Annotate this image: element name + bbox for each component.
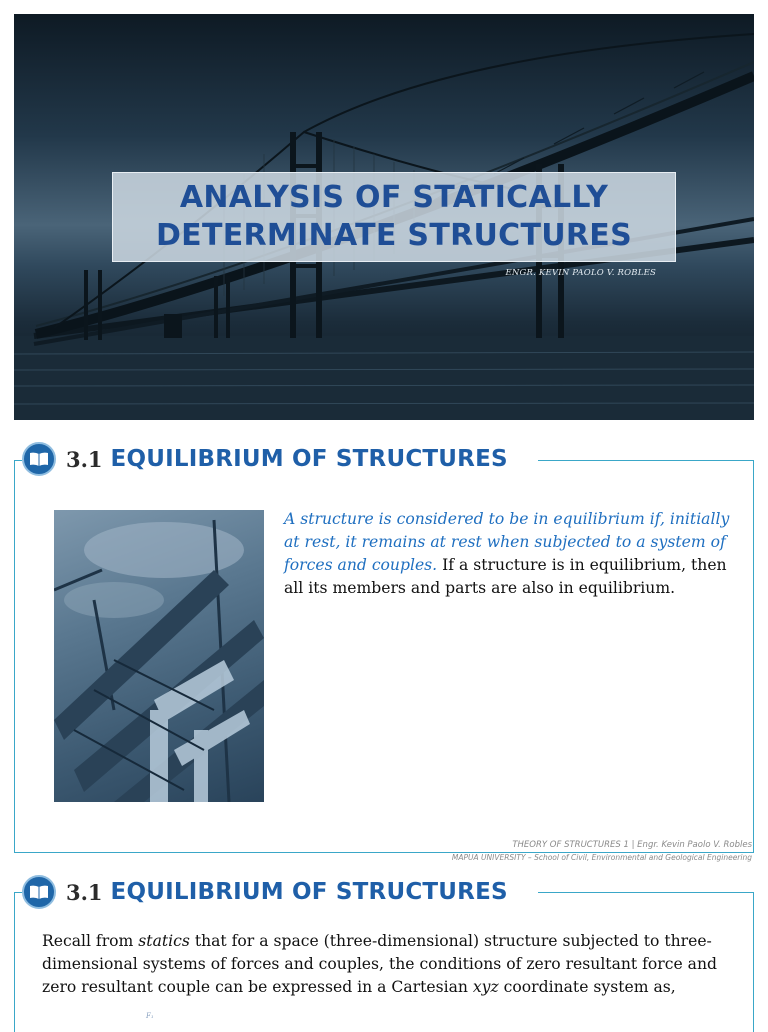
title-line-1: ANALYSIS OF STATICALLY <box>179 180 609 215</box>
book-icon <box>22 442 56 476</box>
text-segment: coordinate system as, <box>498 978 676 996</box>
hero-banner <box>14 14 754 420</box>
title-box <box>112 172 676 262</box>
author-name: ENGR. KEVIN PAOLO V. ROBLES <box>505 268 656 278</box>
book-icon <box>22 875 56 909</box>
section-number: 3.1 <box>66 879 103 905</box>
xyz-term: xyz <box>472 978 499 996</box>
footer-course: THEORY OF STRUCTURES 1 | Engr. Kevin Paolo V. Robles <box>512 840 752 850</box>
statics-term: statics <box>138 932 190 950</box>
equilibrium-definition-paragraph <box>284 508 746 600</box>
title-line-2: DETERMINATE STRUCTURES <box>155 218 633 253</box>
text-segment: that for a space (three-dimensional) structure subjected to three-dimensional systems of forces and couples, the conditions of zero resultant force and zero resultant couple can be expressed in a Cartesian <box>42 932 717 996</box>
section-title: EQUILIBRIUM OF STRUCTURES <box>110 446 508 472</box>
section-title: EQUILIBRIUM OF STRUCTURES <box>110 879 508 905</box>
frame-top-right <box>538 460 754 461</box>
equilibrium-continuation: If a structure is in equilibrium, then all its members and parts are also in equilibrium. <box>284 556 727 597</box>
steel-beams-photo <box>54 510 264 802</box>
frame2-top-right <box>538 892 754 893</box>
equilibrium-definition: A structure is considered to be in equilibrium if, initially at rest, it remains at rest when subjected to a system of forces and couples. <box>284 510 730 574</box>
section-2-header <box>22 875 518 909</box>
footer-university: MAPUA UNIVERSITY – School of Civil, Environmental and Geological Engineering <box>451 853 752 862</box>
statics-recall-paragraph <box>42 930 742 999</box>
section-number: 3.1 <box>66 446 103 472</box>
text-segment: Recall from <box>42 932 139 950</box>
section-1-header <box>22 442 518 476</box>
formula-fragment: F₁ <box>146 1012 154 1020</box>
